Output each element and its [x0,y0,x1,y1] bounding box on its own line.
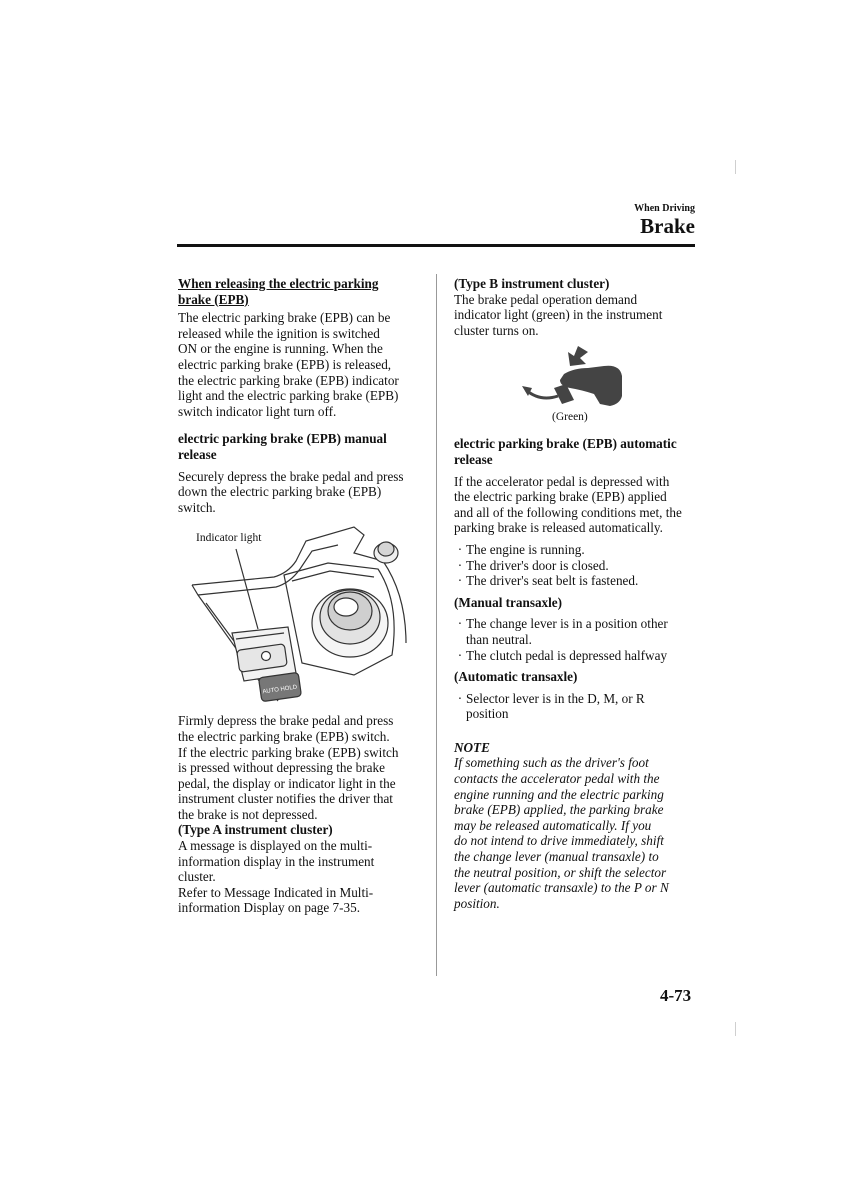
text-line: Refer to Message Indicated in Multi- [178,884,374,900]
text-line: the electric parking brake (EPB) applied [454,489,667,505]
green-caption: (Green) [552,411,588,424]
text-line: electric parking brake (EPB) is released, [178,356,392,372]
type-b-heading: (Type B instrument cluster) [454,276,610,291]
releasing-heading-line1: When releasing the electric parking [178,276,379,291]
text-line: information Display on page 7-35. [178,900,361,916]
pedal-arc [526,390,558,398]
shifter-bezel-inner [292,571,374,581]
section-heading: When Driving [634,203,695,214]
text-line: pedal, the display or indicator light in the [178,775,396,791]
intro-paragraph [178,310,424,419]
text-line: release [178,446,217,462]
text-line: the change lever (manual transaxle) to [454,849,659,865]
text-line: information display in the instrument [178,853,375,869]
text-line: The electric parking brake (EPB) can be [178,310,391,326]
text-line: release [454,451,493,467]
epb-switch-illustration [178,523,424,707]
indicator-light-label: Indicator light [196,532,262,545]
text-line: cluster turns on. [454,322,539,338]
auto-hold-text: AUTO HOLD [262,684,298,696]
text-line: the electric parking brake (EPB) switch. [178,728,390,744]
text-line: If the accelerator pedal is depressed with [454,473,670,489]
press-arrow [568,346,588,366]
page-number: 4-73 [660,986,692,1005]
small-knob-top [378,542,394,556]
type-a-heading: (Type A instrument cluster) [178,822,333,838]
text-line: ON or the engine is running. When the [178,341,383,357]
left-column [178,276,424,916]
list-item: · The engine is running. [457,541,585,557]
manual-release-heading [178,431,424,462]
text-line: is pressed without depressing the brake [178,760,385,776]
knob-highlight [334,598,358,616]
epb-indicator [262,652,271,661]
releasing-heading [178,276,424,307]
list-item: · The change lever is in a position other than neutral. [457,616,668,647]
text-line: the brake is not depressed. [178,806,318,822]
column-divider [436,274,437,976]
text-line: the neutral position, or shift the selector [454,864,667,880]
text-line: electric parking brake (EPB) automatic [454,436,677,452]
automatic-conditions-list [454,691,702,722]
brake-pedal-icon [454,344,702,414]
note-title: NOTE [454,739,490,755]
text-line: indicator light (green) in the instrument [454,307,663,323]
text-line: released while the ignition is switched [178,325,380,341]
automatic-transaxle-heading: (Automatic transaxle) [454,669,578,685]
text-line: switch indicator light turn off. [178,403,337,419]
text-line: Securely depress the brake pedal and press [178,468,404,484]
brake-pedal-indicator-figure [454,344,702,426]
text-line: brake (EPB) applied, the parking brake [454,802,664,818]
text-line: contacts the accelerator pedal with the [454,771,660,787]
text-line: The change lever is in a position other [466,616,668,632]
text-line: the electric parking brake (EPB) indicator [178,372,399,388]
list-item-text [466,616,668,647]
list-item-text: The driver's seat belt is fastened. [466,573,639,589]
page-title: Brake [640,214,695,238]
list-item: · The driver's door is closed. [457,557,609,573]
auto-release-paragraph [454,474,702,536]
text-line: instrument cluster notifies the driver that [178,791,393,807]
text-line: cluster. [178,869,216,885]
text-line: light and the electric parking brake (EPB) [178,388,399,404]
manual-release-paragraph [178,469,424,516]
list-item-text: The engine is running. [466,541,585,557]
type-a-paragraph [178,838,424,916]
list-item: · Selector lever is in the D, M, or R position [457,690,645,722]
list-item-text [466,691,645,722]
header-rule [177,244,695,247]
text-line: A message is displayed on the multi- [178,838,373,854]
right-column [454,276,702,911]
firmly-depress-paragraph [178,713,424,822]
text-line: than neutral. [466,631,532,647]
text-line: The brake pedal operation demand [454,291,638,307]
center-console-drawing [178,523,424,707]
manual-conditions-list [454,616,702,663]
text-line: lever (automatic transaxle) to the P or N [454,880,669,896]
console-edge [198,545,338,595]
manual-transaxle-heading: (Manual transaxle) [454,594,563,610]
text-line: down the electric parking brake (EPB) [178,484,382,500]
type-b-paragraph [454,292,702,339]
list-item: · The clutch pedal is depressed halfway [457,647,668,663]
crop-mark-bottom [735,1022,736,1036]
text-line: position [466,706,509,722]
list-item-text: The driver's door is closed. [466,557,609,573]
text-line: If something such as the driver's foot [454,755,649,771]
text-line: Firmly depress the brake pedal and press [178,713,394,729]
text-line: Selector lever is in the D, M, or R [466,690,645,706]
text-line: engine running and the electric parking [454,786,664,802]
note-body [454,755,702,911]
list-item: · The driver's seat belt is fastened. [457,573,639,589]
conditions-list [454,542,702,589]
list-item-text: The clutch pedal is depressed halfway [466,647,668,663]
crop-mark-top [735,160,736,174]
text-line: may be released automatically. If you [454,817,652,833]
text-line: If the electric parking brake (EPB) switch [178,744,399,760]
text-line: electric parking brake (EPB) manual [178,431,387,447]
text-line: switch. [178,499,216,515]
text-line: position. [454,895,500,911]
text-line: and all of the following conditions met, the [454,504,682,520]
text-line: do not intend to drive immediately, shift [454,833,664,849]
auto-release-heading [454,436,702,467]
releasing-heading-line2: brake (EPB) [178,291,249,307]
text-line: parking brake is released automatically. [454,520,663,536]
